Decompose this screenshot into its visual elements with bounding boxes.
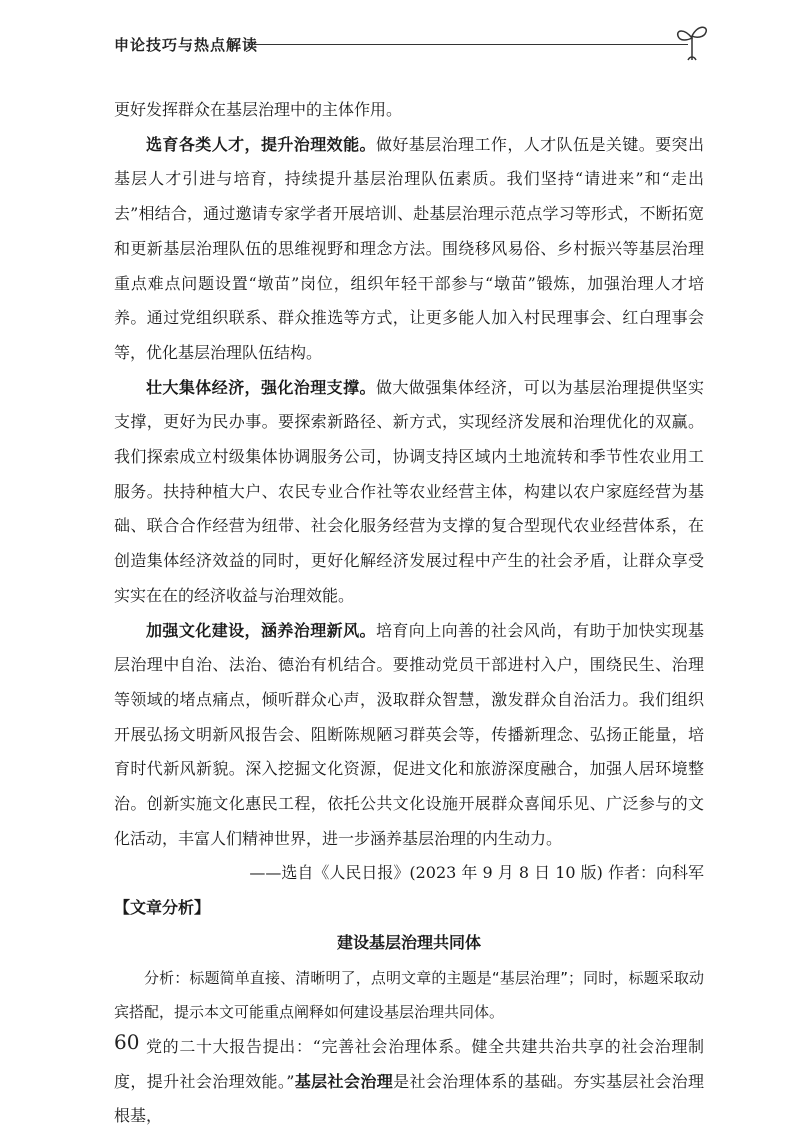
- article-subtitle: 建设基层治理共同体: [336, 932, 481, 952]
- article-body: [114, 93, 704, 1134]
- paragraph: [114, 371, 704, 614]
- running-header-title: 申论技巧与热点解读: [114, 36, 259, 54]
- paragraph-text: 做大做强集体经济，可以为基层治理提供坚实支撑，更好为民办事。要探索新路径、新方式，实现经济发展和治理优化的双赢。我们探索成立村级集体协调服务公司，协调支持区域内土地流转和季节性农业用工服务。扶持种植大户、农民专业合作社等农业经营主体，构建以农户家庭经营为基础、联合合作经营为纽带、社会化服务经营为支撑的复合型现代农业经营体系，在创造集体经济效益的同时，更好化解经济发展过程中产生的社会矛盾，让群众享受实实在在的经济收益与治理效能。: [114, 377, 704, 605]
- paragraph-text: 党的二十大报告提出：“完善社会治理体系。健全共建共治共享的社会治理制度，提升社会治理效能。”: [114, 1036, 704, 1091]
- paragraph: [114, 1030, 704, 1134]
- page-number: 60: [114, 1030, 140, 1054]
- paragraph-lead: 加强文化建设，涵养治理新风。: [146, 620, 376, 640]
- paragraph: 更好发挥群众在基层治理中的主体作用。: [114, 100, 403, 119]
- paragraph-text: 是社会治理体系的基础。夯实基层社会治理根基，: [114, 1071, 704, 1126]
- paragraph-lead: 壮大集体经济，强化治理支撑。: [146, 377, 376, 397]
- paragraph-lead: 选育各类人才，提升治理效能。: [146, 134, 376, 154]
- paragraph: [114, 614, 704, 857]
- analysis-paragraph: 分析：标题简单直接、清晰明了，点明文章的主题是“基层治理”；同时，标题采取动宾搭配，提示本文可能重点阐释如何建设基层治理共同体。: [114, 968, 704, 1022]
- section-heading: 【文章分析】: [114, 898, 211, 918]
- running-header: [114, 32, 704, 58]
- bold-term: 基层社会治理: [294, 1071, 394, 1091]
- paragraph: [114, 128, 704, 371]
- sprout-icon: [674, 22, 710, 62]
- header-rule: [248, 44, 688, 45]
- source-citation: ——选自《人民日报》(2023 年 9 月 8 日 10 版) 作者：向科军: [249, 863, 704, 883]
- paragraph-text: 做好基层治理工作，人才队伍是关键。要突出基层人才引进与培育，持续提升基层治理队伍素质。我们坚持“请进来”和“走出去”相结合，通过邀请专家学者开展培训、赴基层治理示范点学习等形式，不断拓宽和更新基层治理队伍的思维视野和理念方法。围绕移风易俗、乡村振兴等基层治理重点难点问题设置“墩苗”岗位，组织年轻干部参与“墩苗”锻炼，加强治理人才培养。通过党组织联系、群众推选等方式，让更多能人加入村民理事会、红白理事会等，优化基层治理队伍结构。: [114, 134, 704, 362]
- paragraph-text: 培育向上向善的社会风尚，有助于加快实现基层治理中自治、法治、德治有机结合。要推动党员干部进村入户，围绕民生、治理等领域的堵点痛点，倾听群众心声，汲取群众智慧，激发群众自治活力。我们组织开展弘扬文明新风报告会、阻断陈规陋习群英会等，传播新理念、弘扬正能量，培育时代新风新貌。深入挖掘文化资源，促进文化和旅游深度融合，加强人居环境整治。创新实施文化惠民工程，依托公共文化设施开展群众喜闻乐见、广泛参与的文化活动，丰富人们精神世界，进一步涵养基层治理的内生动力。: [114, 620, 704, 848]
